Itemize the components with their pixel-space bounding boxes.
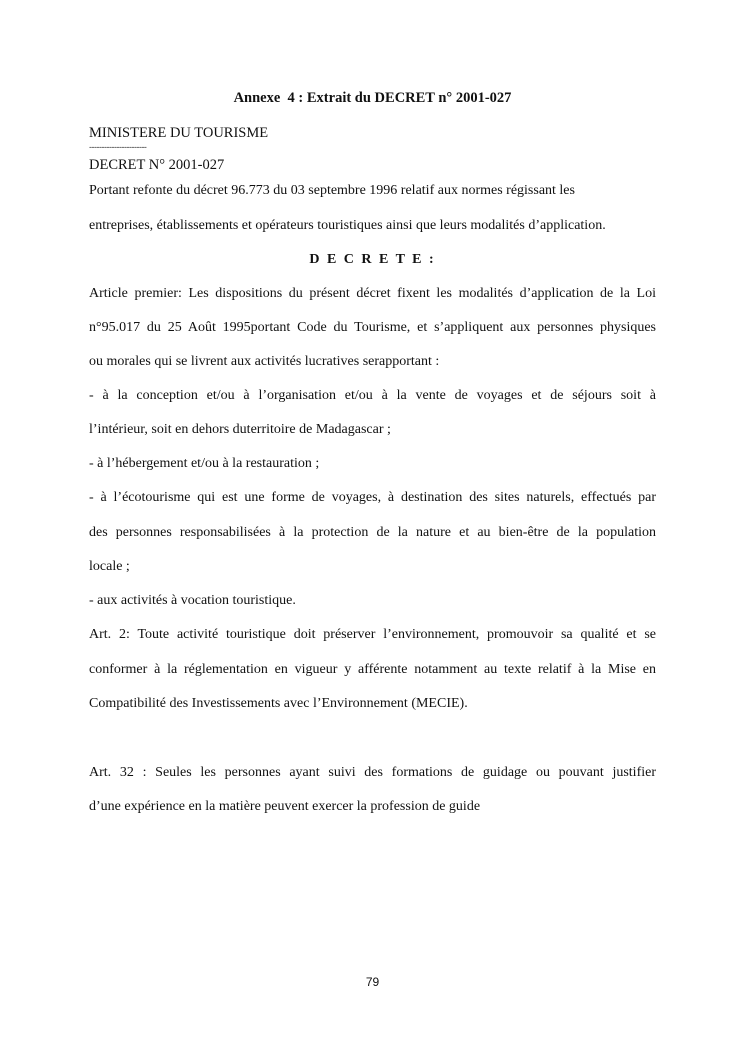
list-item-2: - à l’hébergement et/ou à la restauration ; [89, 456, 320, 471]
intro-line-2: entreprises, établissements et opérateurs touristiques ainsi que leurs modalités d’application. [89, 218, 606, 233]
list-item-3-line-1: - à l’écotourisme qui est une forme de voyages, à destination des sites naturels, effectués par [89, 490, 656, 505]
ministry-heading: MINISTERE DU TOURISME [89, 125, 269, 141]
list-item-1-line-2: l’intérieur, soit en dehors duterritoire de Madagascar ; [89, 422, 391, 437]
list-item-3-line-2: des personnes responsabilisées à la protection de la nature et au bien-être de la population [89, 525, 656, 540]
article-32-line-1: Art. 32 : Seules les personnes ayant suivi des formations de guidage ou pouvant justifier [89, 765, 656, 780]
annex-title: Annexe 4 : Extrait du DECRET n° 2001-027 [233, 90, 512, 106]
list-item-4: - aux activités à vocation touristique. [89, 593, 296, 608]
article-1-line-1: Article premier: Les dispositions du présent décret fixent les modalités d’application de la Loi [89, 286, 656, 301]
intro-line-1: Portant refonte du décret 96.773 du 03 septembre 1996 relatif aux normes régissant les [89, 183, 575, 198]
article-2-line-3: Compatibilité des Investissements avec l’Environnement (MECIE). [89, 696, 468, 711]
article-1-line-3: ou morales qui se livrent aux activités lucratives serapportant : [89, 354, 440, 369]
article-2-line-2: conformer à la réglementation en vigueur y afférente notamment au texte relatif à la Mise en [89, 662, 656, 677]
decree-number: DECRET N° 2001-027 [89, 157, 225, 173]
article-1-line-2: n°95.017 du 25 Août 1995portant Code du Tourisme, et s’appliquent aux personnes physiques [89, 320, 656, 335]
list-item-1-line-1: - à la conception et/ou à l’organisation et/ou à la vente de voyages et de séjours soit à [89, 388, 656, 403]
decrete-heading: D E C R E T E : [309, 252, 436, 267]
separator-line: ----------------------- [89, 142, 147, 152]
page-number: 79 [365, 975, 380, 989]
article-32-line-2: d’une expérience en la matière peuvent exercer la profession de guide [89, 799, 481, 814]
article-2-line-1: Art. 2: Toute activité touristique doit préserver l’environnement, promouvoir sa qualité et se [89, 627, 656, 642]
list-item-3-line-3: locale ; [89, 559, 130, 574]
